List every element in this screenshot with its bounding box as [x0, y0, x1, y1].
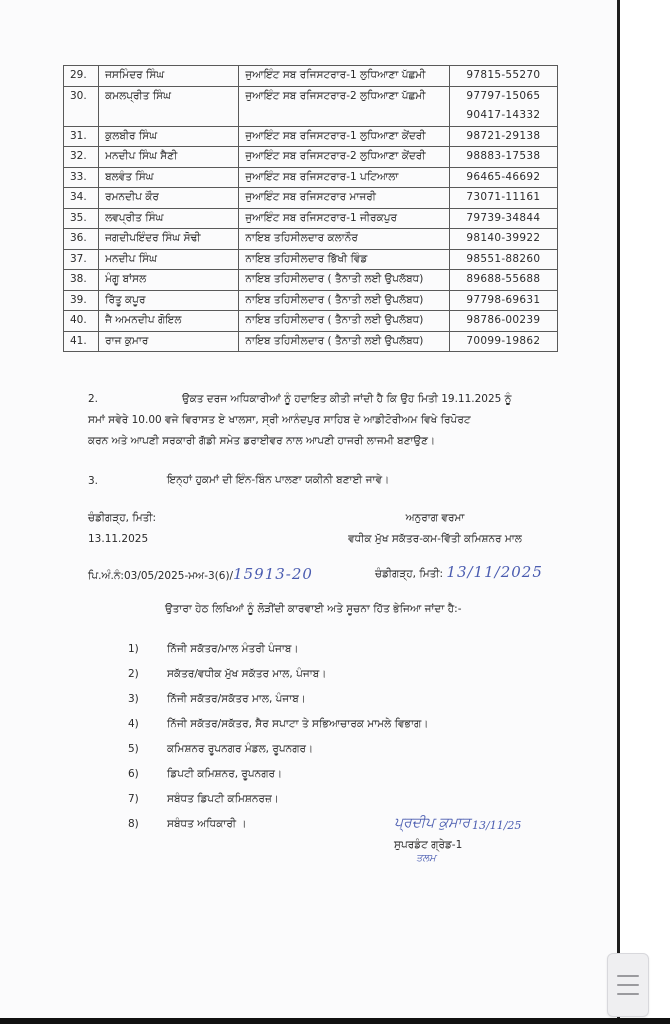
menu-line	[617, 984, 639, 986]
table-row	[64, 147, 558, 168]
phone-number: 98883-17538	[466, 150, 541, 162]
phone-number: 90417-14332	[466, 109, 541, 121]
serial-number-cell: 32.	[64, 147, 99, 168]
copy-forward-intro: ਉਤਾਰਾ ਹੇਠ ਲਿਖਿਆਂ ਨੂੰ ਲੋੜੀਂਦੀ ਕਾਰਵਾਈ ਅਤੇ ਸੂਚਨਾ ਹਿੱਤ ਭੇਜਿਆ ਜਾਂਦਾ ਹੈ:-	[165, 603, 462, 615]
designation-cell: ਨਾਇਬ ਤਹਿਸੀਲਦਾਰ ( ਤੈਨਾਤੀ ਲਈ ਉਪਲੱਬਧ)	[239, 311, 449, 332]
superintendent-signed-date: 13/11/25	[472, 819, 522, 832]
officer-name-cell: ਰਮਨਦੀਪ ਕੌਰ	[99, 188, 239, 209]
list-item	[128, 662, 428, 687]
hamburger-menu-icon[interactable]	[607, 953, 649, 1017]
phone-cell	[449, 311, 557, 332]
handwritten-reference-number: 15913-20	[233, 565, 313, 583]
phone-number: 79739-34844	[466, 211, 541, 224]
table-row	[64, 229, 558, 250]
serial-number-cell: 34.	[64, 188, 99, 209]
handwritten-endorsement-date: 13/11/2025	[446, 563, 543, 581]
endorsement-reference	[88, 565, 313, 583]
table-row	[64, 167, 558, 188]
superintendent-title: ਸੁਪਰਡੰਟ ਗ੍ਰੇਡ-1	[394, 839, 463, 851]
phone-cell	[449, 86, 557, 126]
phone-number: 96465-46692	[466, 170, 541, 183]
designation-cell: ਜੁਆਇੰਟ ਸਬ ਰਜਿਸਟਰਾਰ-1 ਲੁਧਿਆਣਾ ਕੇਂਦਰੀ	[239, 126, 449, 147]
phone-cell	[449, 126, 557, 147]
phone-cell	[449, 188, 557, 209]
officers-table	[63, 65, 558, 352]
superintendent-signature: ਪ੍ਰਦੀਪ ਕੁਮਾਰ	[394, 815, 471, 831]
phone-cell	[449, 331, 557, 352]
phone-cell	[449, 167, 557, 188]
list-item	[128, 687, 428, 712]
officer-name-cell: ਲਵਪ੍ਰੀਤ ਸਿੰਘ	[99, 208, 239, 229]
table-row	[64, 311, 558, 332]
copy-recipients-list	[128, 637, 428, 837]
designation-cell: ਨਾਇਬ ਤਹਿਸੀਲਦਾਰ ( ਤੈਨਾਤੀ ਲਈ ਉਪਲੱਬਧ)	[239, 331, 449, 352]
officer-name-cell: ਜਸਮਿੰਦਰ ਸਿੰਘ	[99, 66, 239, 87]
list-item	[128, 712, 428, 737]
table-row	[64, 331, 558, 352]
designation-cell: ਜੁਆਇੰਟ ਸਬ ਰਜਿਸਟਰਾਰ-2 ਲੁਧਿਆਣਾ ਪੱਛਮੀ	[239, 86, 449, 126]
list-item	[128, 762, 428, 787]
officer-name-cell: ਮਨਦੀਪ ਸਿੰਘ ਸੈਣੀ	[99, 147, 239, 168]
issue-place-date	[88, 508, 156, 550]
officer-name-cell: ਰਿੱਤੂ ਕਪੂਰ	[99, 290, 239, 311]
phone-cell	[449, 270, 557, 291]
paragraph-3-number: 3.	[88, 475, 99, 487]
list-item-index: 3)	[128, 693, 139, 705]
signatory-title: ਵਧੀਕ ਮੁੱਖ ਸਕੱਤਰ-ਕਮ-ਵਿੱਤੀ ਕਮਿਸ਼ਨਰ ਮਾਲ	[348, 533, 522, 545]
table-row	[64, 126, 558, 147]
list-item-index: 1)	[128, 643, 139, 655]
serial-number-cell: 33.	[64, 167, 99, 188]
phone-cell	[449, 229, 557, 250]
viewer-divider	[617, 0, 620, 1024]
designation-cell: ਨਾਇਬ ਤਹਿਸੀਲਦਾਰ ( ਤੈਨਾਤੀ ਲਈ ਉਪਲੱਬਧ)	[239, 270, 449, 291]
list-item	[128, 812, 428, 837]
phone-number: 98786-00239	[466, 314, 541, 326]
phone-cell	[449, 290, 557, 311]
officer-name-cell: ਕੁਲਬੀਰ ਸਿੰਘ	[99, 126, 239, 147]
list-item	[128, 787, 428, 812]
officer-name-cell: ਜੈ ਅਮਨਦੀਪ ਗੋਇਲ	[99, 311, 239, 332]
serial-number-cell: 40.	[64, 311, 99, 332]
officer-name-cell: ਕਮਲਪ੍ਰੀਤ ਸਿੰਘ	[99, 86, 239, 126]
superintendent-initials: ਤਲਮ	[416, 853, 436, 864]
list-item-index: 8)	[128, 818, 139, 830]
list-item	[128, 737, 428, 762]
menu-line	[617, 993, 639, 995]
endorsement-place-label: ਚੰਡੀਗੜ੍ਹ, ਮਿਤੀ:	[375, 568, 444, 580]
serial-number-cell: 30.	[64, 86, 99, 126]
serial-number-cell: 36.	[64, 229, 99, 250]
table-row	[64, 270, 558, 291]
designation-cell: ਜੁਆਇੰਟ ਸਬ ਰਜਿਸਟਰਾਰ-1 ਪਟਿਆਲਾ	[239, 167, 449, 188]
serial-number-cell: 29.	[64, 66, 99, 87]
designation-cell: ਜੁਆਇੰਟ ਸਬ ਰਜਿਸਟਰਾਰ-1 ਜੀਰਕਪੁਰ	[239, 208, 449, 229]
issue-place-label: ਚੰਡੀਗੜ੍ਹ, ਮਿਤੀ:	[88, 512, 157, 524]
phone-number: 73071-11161	[466, 191, 541, 203]
serial-number-cell: 37.	[64, 249, 99, 270]
designation-cell: ਨਾਇਬ ਤਹਿਸੀਲਦਾਰ ( ਤੈਨਾਤੀ ਲਈ ਉਪਲੱਬਧ)	[239, 290, 449, 311]
serial-number-cell: 39.	[64, 290, 99, 311]
phone-number: 97815-55270	[466, 69, 541, 81]
list-item-text: ਸਬੰਧਤ ਡਿਪਟੀ ਕਮਿਸ਼ਨਰਜ਼।	[167, 793, 279, 805]
list-item	[128, 637, 428, 662]
designation-cell: ਜੁਆਇੰਟ ਸਬ ਰਜਿਸਟਰਾਰ ਮਾਜਰੀ	[239, 188, 449, 209]
reference-number: ਪਿ.ਅੰ.ਨੰ:03/05/2025-ਮਅ-3(6)/	[88, 570, 234, 582]
officer-name-cell: ਰਾਜ ਕੁਮਾਰ	[99, 331, 239, 352]
designation-cell: ਨਾਇਬ ਤਹਿਸੀਲਦਾਰ ਭਿੱਖੀ ਵਿੰਡ	[239, 249, 449, 270]
paragraph-2-line-2: ਸਮਾਂ ਸਵੇਰੇ 10.00 ਵਜੇ ਵਿਰਾਸਤ ਏ ਖਾਲਸਾ, ਸ੍ਰੀ ਆਨੰਦਪੁਰ ਸਾਹਿਬ ਦੇ ਆਡੀਟੋਰੀਅਮ ਵਿਖੇ ਰਿਪੋਰਟ	[88, 414, 471, 426]
viewer-bottom-bar	[0, 1018, 670, 1024]
paragraph-2	[88, 389, 512, 452]
serial-number-cell: 35.	[64, 208, 99, 229]
list-item-text: ਸਕੱਤਰ/ਵਧੀਕ ਮੁੱਖ ਸਕੱਤਰ ਮਾਲ, ਪੰਜਾਬ।	[167, 668, 327, 680]
officer-name-cell: ਮੰਗੂ ਬਾਂਸਲ	[99, 270, 239, 291]
list-item-text: ਨਿੱਜੀ ਸਕੱਤਰ/ਸਕੱਤਰ, ਸੈਰ ਸਪਾਟਾ ਤੇ ਸਭਿਆਚਾਰਕ ਮਾਮਲੇ ਵਿਭਾਗ।	[167, 718, 429, 730]
signatory-block	[315, 508, 555, 550]
table-row	[64, 249, 558, 270]
list-item-index: 2)	[128, 668, 139, 680]
phone-number: 98551-88260	[466, 252, 541, 265]
issue-date: 13.11.2025	[88, 533, 149, 545]
serial-number-cell: 38.	[64, 270, 99, 291]
phone-number: 89688-55688	[466, 273, 541, 285]
paragraph-2-line-3: ਕਰਨ ਅਤੇ ਆਪਣੀ ਸਰਕਾਰੀ ਗੱਡੀ ਸਮੇਤ ਡਰਾਈਵਰ ਨਾਲ ਆਪਣੀ ਹਾਜਰੀ ਲਾਜਮੀ ਬਣਾਉਣ।	[88, 435, 436, 447]
list-item-index: 7)	[128, 793, 139, 805]
serial-number-cell: 31.	[64, 126, 99, 147]
phone-number: 98140-39922	[466, 232, 541, 244]
designation-cell: ਜੁਆਇੰਟ ਸਬ ਰਜਿਸਟਰਾਰ-2 ਲੁਧਿਆਣਾ ਕੇਂਦਰੀ	[239, 147, 449, 168]
officer-name-cell: ਜਗਦੀਪਇੰਦਰ ਸਿੰਘ ਸੋਢੀ	[99, 229, 239, 250]
serial-number-cell: 41.	[64, 331, 99, 352]
list-item-text: ਸਬੰਧਤ ਅਧਿਕਾਰੀ ।	[167, 818, 247, 830]
phone-cell	[449, 249, 557, 270]
table-row	[64, 208, 558, 229]
list-item-index: 5)	[128, 743, 139, 755]
phone-cell	[449, 208, 557, 229]
list-item-text: ਕਮਿਸ਼ਨਰ ਰੂਪਨਗਰ ਮੰਡਲ, ਰੂਪਨਗਰ।	[167, 743, 314, 755]
designation-cell: ਨਾਇਬ ਤਹਿਸੀਲਦਾਰ ਕਲਾਨੌਰ	[239, 229, 449, 250]
designation-cell: ਜੁਆਇੰਟ ਸਬ ਰਜਿਸਟਰਾਰ-1 ਲੁਧਿਆਣਾ ਪੱਛਮੀ	[239, 66, 449, 87]
signatory-name: ਅਨੁਰਾਗ ਵਰਮਾ	[405, 512, 465, 524]
menu-line	[617, 975, 639, 977]
officer-name-cell: ਮਨਦੀਪ ਸਿੰਘ	[99, 249, 239, 270]
list-item-text: ਡਿਪਟੀ ਕਮਿਸ਼ਨਰ, ਰੂਪਨਗਰ।	[167, 768, 283, 780]
paragraph-2-line-1: ਉਕਤ ਦਰਜ ਅਧਿਕਾਰੀਆਂ ਨੂੰ ਹਦਾਇਤ ਕੀਤੀ ਜਾਂਦੀ ਹੈ ਕਿ ਉਹ ਮਿਤੀ 19.11.2025 ਨੂੰ	[182, 393, 512, 405]
table-row	[64, 290, 558, 311]
table-row	[64, 66, 558, 87]
phone-number: 97797-15065	[466, 89, 541, 102]
officer-name-cell: ਬਲਵੰਤ ਸਿੰਘ	[99, 167, 239, 188]
endorsement-place-date	[375, 563, 543, 581]
list-item-text: ਨਿੱਜੀ ਸਕੱਤਰ/ਸਕੱਤਰ ਮਾਲ, ਪੰਜਾਬ।	[167, 693, 306, 705]
phone-number: 97798-69631	[466, 293, 541, 306]
table-row	[64, 188, 558, 209]
list-item-index: 6)	[128, 768, 139, 780]
paragraph-3: ਇਨ੍ਹਾਂ ਹੁਕਮਾਂ ਦੀ ਇੰਨ-ਬਿੰਨ ਪਾਲਣਾ ਯਕੀਨੀ ਬਣਾਈ ਜਾਵੇ।	[167, 474, 390, 486]
phone-number: 98721-29138	[466, 129, 541, 142]
phone-cell	[449, 66, 557, 87]
superintendent-signature-block	[394, 815, 522, 864]
paragraph-2-number: 2.	[88, 393, 99, 405]
list-item-text: ਨਿੱਜੀ ਸਕੱਤਰ/ਮਾਲ ਮੰਤਰੀ ਪੰਜਾਬ।	[167, 643, 299, 655]
phone-number: 70099-19862	[466, 334, 541, 347]
table-row	[64, 86, 558, 126]
phone-cell	[449, 147, 557, 168]
list-item-index: 4)	[128, 718, 139, 730]
